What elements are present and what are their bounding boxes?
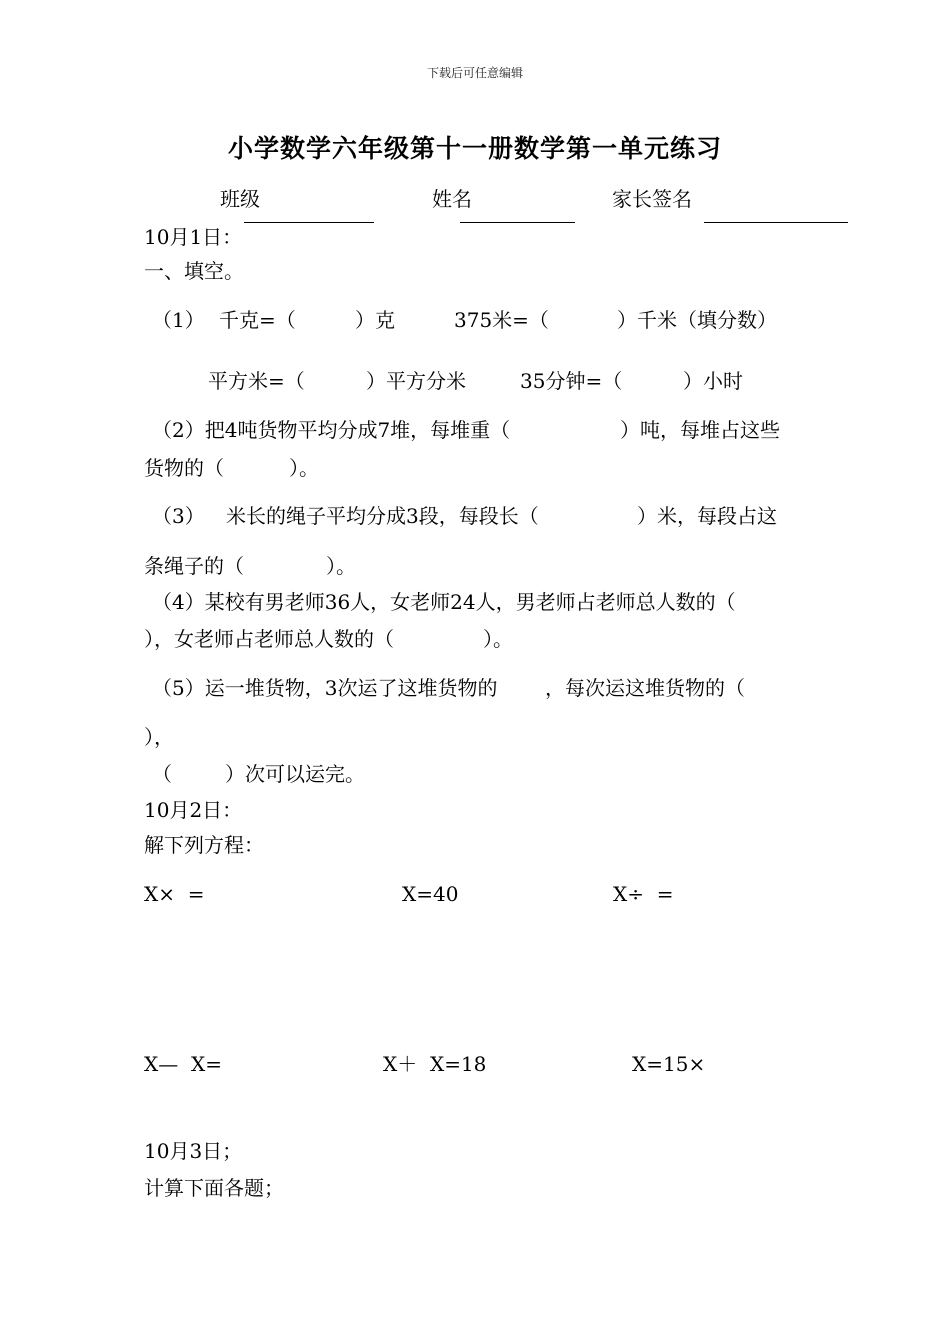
q3-line2-text: 条绳子的（ [144, 554, 244, 578]
q1-number: （1） [152, 308, 205, 332]
parent-sign-blank-line[interactable] [704, 222, 848, 223]
q1-sqm-text: 平方米=（ [208, 369, 305, 393]
equation-3: X÷ = [613, 882, 674, 906]
day2-date: 10月2日： [144, 798, 243, 822]
day1-section-heading: 一、填空。 [144, 259, 244, 283]
equation-6: X=15× [632, 1052, 706, 1076]
q4-line2-end: ）。 [483, 627, 513, 651]
parent-sign-label: 家长签名 [612, 187, 692, 211]
equation-1: X× = [144, 882, 205, 906]
q2-line2-text: 货物的（ [144, 456, 224, 480]
equation-4: X— X= [144, 1052, 222, 1076]
q5-line2-text: ）， [144, 725, 174, 749]
q1-gram-text: ）克 [355, 308, 395, 332]
day3-instruction: 计算下面各题； [144, 1176, 284, 1200]
q2-line1-end: ）吨，每堆占这些 [620, 418, 780, 442]
day2-instruction: 解下列方程： [144, 833, 264, 857]
q5-line1-text: （5）运一堆货物，3次运了这堆货物的 [152, 676, 498, 700]
q1-minutes-text: 35分钟=（ [520, 369, 623, 393]
q3-line2-end: ）。 [326, 554, 356, 578]
page-title: 小学数学六年级第十一册数学第一单元练习 [227, 134, 722, 163]
q3-number: （3） [152, 504, 205, 528]
class-blank-line[interactable] [244, 222, 374, 223]
header-note: 下载后可任意编辑 [426, 66, 523, 80]
q3-line1-text: 米长的绳子平均分成3段，每段长（ [226, 504, 539, 528]
q4-line1-text: （4）某校有男老师36人，女老师24人，男老师占老师总人数的（ [152, 590, 736, 614]
q1-hours-text: ）小时 [683, 369, 743, 393]
q1-kg-text: 千克=（ [219, 308, 296, 332]
class-label: 班级 [220, 187, 260, 211]
q1-sqdm-text: ）平方分米 [366, 369, 466, 393]
q5-line3-open: （ [152, 762, 172, 786]
q5-line1-end: ，每次运这堆货物的（ [545, 676, 745, 700]
q3-line1-end: ）米，每段占这 [637, 504, 777, 528]
q2-line1-text: （2）把4吨货物平均分成7堆，每堆重（ [152, 418, 511, 442]
q4-line2-text: ），女老师占老师总人数的（ [144, 627, 394, 651]
q2-line2-end: ）。 [289, 456, 319, 480]
equation-2: X=40 [402, 882, 459, 906]
q1-meter-text: 375米=（ [454, 308, 549, 332]
day1-date: 10月1日： [144, 225, 243, 249]
name-blank-line[interactable] [460, 222, 575, 223]
q1-km-text: ）千米（填分数） [617, 308, 777, 332]
q5-line3-text: ）次可以运完。 [225, 762, 365, 786]
name-label: 姓名 [432, 187, 472, 211]
day3-date: 10月3日； [144, 1139, 243, 1163]
equation-5: X＋ X=18 [383, 1052, 487, 1076]
